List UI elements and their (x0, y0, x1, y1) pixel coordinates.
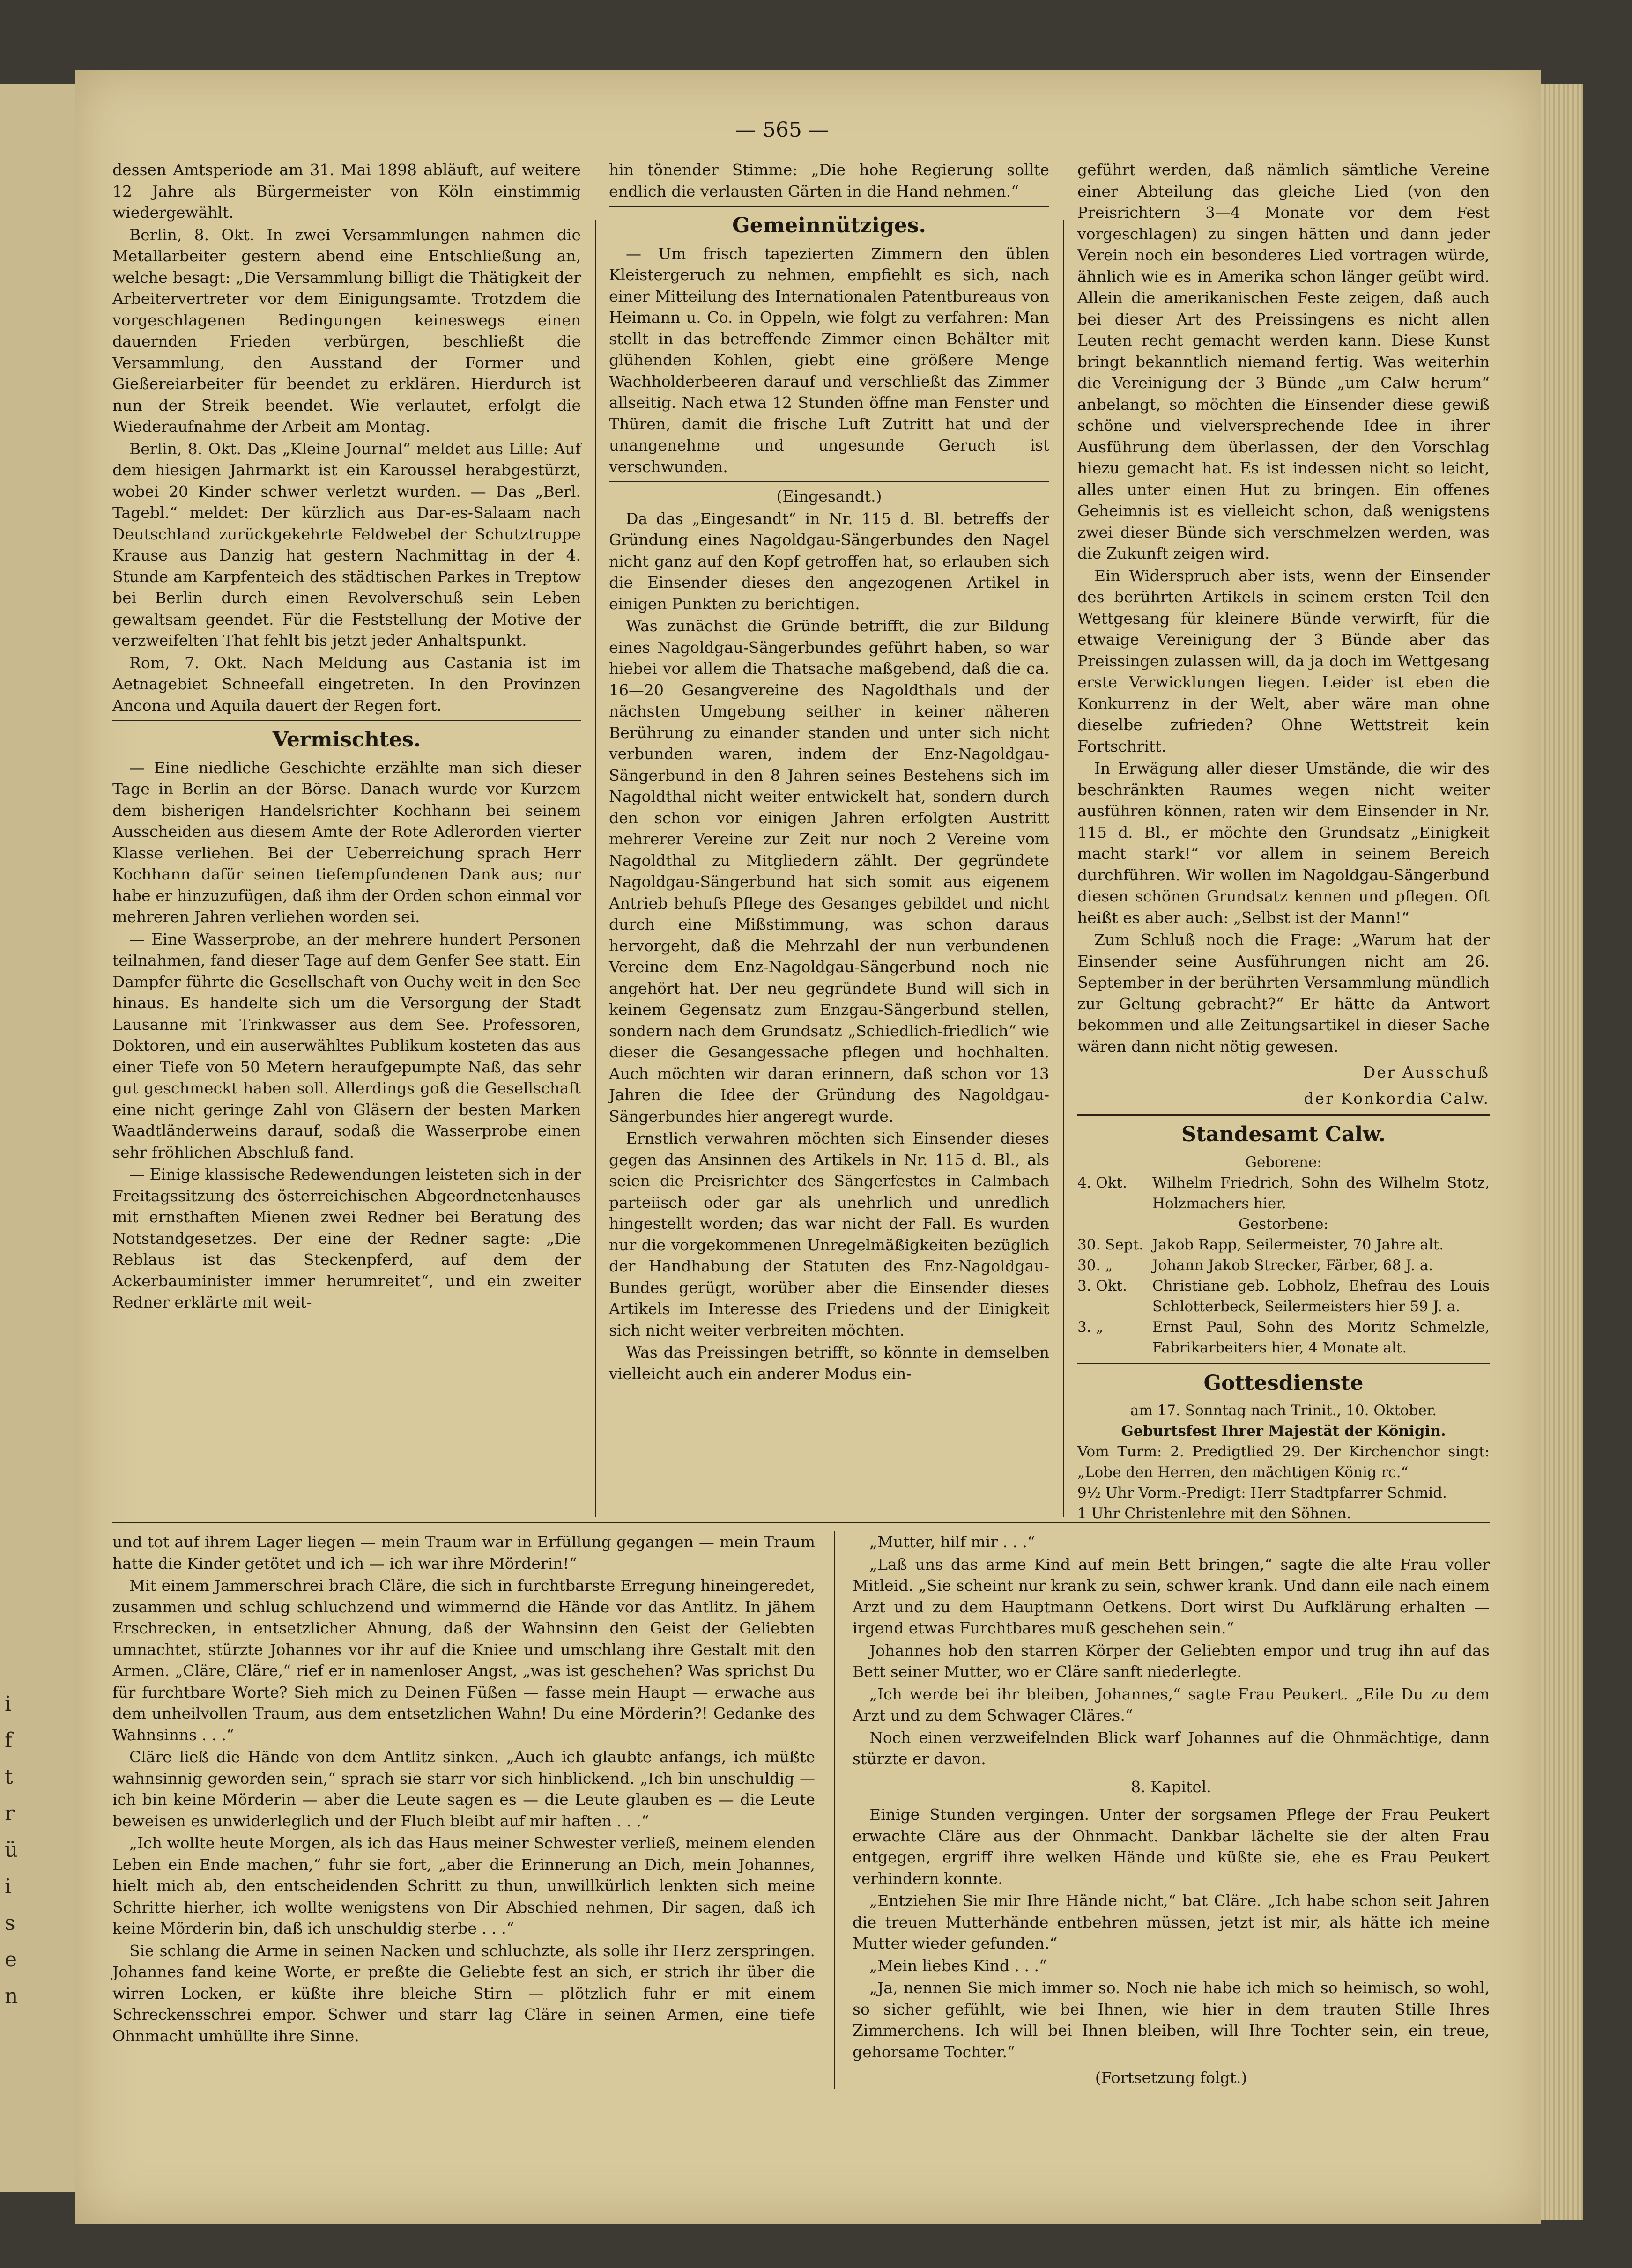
column-2 (609, 159, 1049, 1513)
vermischtes-heading: Vermischtes. (272, 728, 421, 752)
news-paragraph: Was das Preissingen betrifft, so könnte in demselben vielleicht auch ein anderer Modus ein- (609, 1343, 1049, 1383)
section-rule (609, 206, 1049, 207)
page-stack-edge (1541, 84, 1583, 2220)
news-paragraph: geführt werden, daß nämlich sämtliche Vereine einer Abteilung das gleiche Lied (von den Preisrichtern 3—4 Monate vor dem Fest vorgeschlagen) zu singen hätten und dann jeder Verein noch ein besonderes Lied vortragen würde, ähnlich wie es in Amerika schon länger geübt wird. Allein die amerikanischen Feste zeigen, daß auch bei dieser Art des Preissingens es nicht allen Leuten recht gemacht werden kann. Diese Kunst bringt bekanntlich niemand fertig. Was weiterhin die Vereinigung der 3 Bünde „um Calw herum“ anbelangt, so möchten die Einsender diese gewiß schöne und vielversprechende Idee in ihrer Ausführung dem überlassen, der den Vorschlag hiezu gemacht hat. Es ist indessen nicht so leicht, alles unter einen Hut zu bringen. Ein offenes Geheimnis ist es vielleicht schon, daß wenigstens zwei dieser Bünde sich verschmelzen werden, was die Zukunft zeigen wird. (1077, 161, 1490, 562)
news-paragraph: Ein Widerspruch aber ists, wenn der Einsender des berührten Artikels in seinem ersten Teil den Wettgesang für kleinere Bünde verwirft, für die etwaige Vereinigung der 3 Bünde aber das Preissingen zulassen will, da ja doch im Wettgesang erste Verwicklungen liegen. Leider ist eben die Konkurrenz in der Welt, aber wäre man ohne dieselbe zufrieden? Ohne Wettstreit kein Fortschritt. (1077, 566, 1490, 755)
column-rule (1063, 220, 1064, 1517)
edge-letter: r (5, 1802, 15, 1825)
continuation-note: (Fortsetzung folgt.) (1095, 2069, 1247, 2087)
service-line: 1 Uhr Christenlehre mit den Söhnen. (1077, 1505, 1351, 1522)
story-paragraph: „Laß uns das arme Kind auf mein Bett bringen,“ sagte die alte Frau voller Mitleid. „Sie scheint nur krank zu sein, schwer krank. Und dann eile nach einem Arzt und zu dem Hauptmann Oetkens. Dort wirst Du Aufklärung erhalten — irgend etwas Furchtbares muß geschehen sein.“ (853, 1555, 1490, 1637)
news-paragraph: Rom, 7. Okt. Nach Meldung aus Castania ist im Aetnagebiet Schneefall eingetreten. In den Provinzen Ancona und Aquila dauert der Regen fort. (112, 653, 581, 715)
news-paragraph: dessen Amtsperiode am 31. Mai 1898 abläuft, auf weitere 12 Jahre als Bürgermeister von Köln einstimmig wiedergewählt. (112, 161, 581, 222)
news-paragraph: — Einige klassische Redewendungen leisteten sich in der Freitagssitzung des österreichischen Abgeordnetenhauses mit ernsthaften Mienen zwei Redner bei Beratung des Notstandgesetzes. Der eine der Redner sagte: „Die Reblaus ist das Steckenpferd, auf dem der Ackerbauminister immer herumreitet“, und ein zweiter Redner erklärte mit weit- (112, 1165, 581, 1311)
gottesdienste-heading: Gottesdienste (1203, 1371, 1364, 1395)
news-paragraph: — Eine niedliche Geschichte erzählte man sich dieser Tage in Berlin an der Börse. Danach wurde vor Kurzem dem bisherigen Handelsrichter Kochhann bei seinem Ausscheiden aus diesem Amte der Rote Adlerorden vierter Klasse verliehen. Bei der Ueberreichung sprach Herr Kochhann dafür seinen tiefempfundenen Dank aus; nur habe er hinzuzufügen, daß ihm der Orden schon einmal vor mehreren Jahren verliehen worden sei. (112, 758, 581, 926)
story-paragraph: „Ich werde bei ihr bleiben, Johannes,“ sagte Frau Peukert. „Eile Du zu dem Arzt und zu dem Schwager Cläres.“ (853, 1684, 1490, 1724)
news-paragraph: — Um frisch tapezierten Zimmern den üblen Kleistergeruch zu nehmen, empfiehlt es sich, nach einer Mitteilung des Internationalen Patentbureaus von Heimann u. Co. in Oppeln, wie folgt zu verfahren: Man stellt in das betreffende Zimmer einen Behälter mit glühenden Kohlen, giebt eine größere Menge Wachholderbeeren darauf und verschließt das Zimmer allseitig. Nach etwa 12 Stunden öffne man Fenster und Thüren, damit die frische Luft Zutritt hat und der unangenehme und ungesunde Geruch ist verschwunden. (609, 244, 1049, 476)
register-date: 3. Okt. (1077, 1277, 1127, 1294)
story-paragraph: Mit einem Jammerschrei brach Cläre, die sich in furchtbarste Erregung hineingeredet, zusammen und schlug schluchzend und wimmernd die Hände vor das Antlitz. In jähem Erschrecken, in entsetzlicher Ahnung, daß der Wahnsinn den Geist der Geliebten umnachtet, stürzte Johannes vor ihr auf die Kniee und umschlang ihre Gestalt mit den Armen. „Cläre, Cläre,“ rief er in namenloser Angst, „was ist geschehen? Was sprichst Du für furchtbare Worte? Sieh mich zu Deinen Füßen — fasse mein Haupt — erwache aus dem unheilvollen Traum, aus dem entsetzlichen Wahn! Du eine Mörderin?! Gedanke des Wahnsinns . . .“ (112, 1576, 815, 1744)
register-text: Johann Jakob Strecker, Färber, 68 J. a. (1152, 1256, 1433, 1274)
section-rule (1077, 1114, 1490, 1116)
register-date: 30. Sept. (1077, 1236, 1143, 1253)
register-entry (1077, 1234, 1490, 1255)
edge-letter: n (5, 1984, 18, 2008)
story-paragraph: Cläre ließ die Hände von dem Antlitz sinken. „Auch ich glaubte anfangs, ich müßte wahnsinnig geworden sein,“ sprach sie starr vor sich hinblickend. „Ich bin unschuldig — ich bin keine Mörderin — aber die Leute sagen es — die Leute glauben es — die Leute beweisen es unwiderleglich und der Fluch bleibt auf mir haften . . .“ (112, 1748, 815, 1830)
column-3 (1077, 159, 1490, 1522)
story-paragraph: Johannes hob den starren Körper der Geliebten empor und trug ihn auf das Bett seiner Mutter, wo er Cläre sanft niederlegte. (853, 1641, 1490, 1681)
register-text: Wilhelm Friedrich, Sohn des Wilhelm Stotz, Holzmachers hier. (1152, 1174, 1490, 1212)
news-paragraph: Berlin, 8. Okt. In zwei Versammlungen nahmen die Metallarbeiter gestern abend eine Entschließung an, welche besagt: „Die Versammlung billigt die Thätigkeit der Arbeitervertreter vor dem Einigungsamte. Trotzdem die vorgeschlagenen Bedingungen keineswegs einen dauernden Frieden verbürgen, beschließt die Versammlung, den Ausstand der Former und Gießereiarbeiter für beendet zu erklären. Hierdurch ist nun der Streik beendet. Wie verlautet, erfolgt die Wiederaufnahme der Arbeit am Montag. (112, 225, 581, 436)
story-paragraph: Sie schlang die Arme in seinen Nacken und schluchzte, als solle ihr Herz zerspringen. Johannes fand keine Worte, er preßte die Geliebte fest an sich, er strich ihr über die wirren Locken, er küßte ihre bleiche Stirn — plötzlich fuhr er mit einem Schreckensschrei empor. Schwer und starr lag Cläre in seinen Armen, eine tiefe Ohnmacht umhüllte ihre Sinne. (112, 1941, 815, 2045)
story-column-right (853, 1531, 1490, 2121)
edge-letter: s (5, 1911, 15, 1935)
column-rule (595, 220, 596, 1517)
story-paragraph: und tot auf ihrem Lager liegen — mein Traum war in Erfüllung gegangen — mein Traum hatte die Kinder getötet und ich — ich war ihre Mörderin!“ (112, 1533, 815, 1573)
service-date: am 17. Sonntag nach Trinit., 10. Oktober. (1130, 1402, 1437, 1419)
register-text: Christiane geb. Lobholz, Ehefrau des Louis Schlotterbeck, Seilermeisters hier 59 J. a. (1152, 1277, 1490, 1315)
news-paragraph: In Erwägung aller dieser Umstände, die wir des beschränkten Raumes wegen nicht weiter ausführen können, raten wir dem Einsender in Nr. 115 d. Bl., er möchte den Grundsatz „Einigkeit macht stark!“ vor allem in seinem Bereich durchführen. Wir wollen im Nagoldgau-Sängerbund diesen schönen Grundsatz kennen und pflegen. Oft heißt es aber auch: „Selbst ist der Mann!“ (1077, 759, 1490, 927)
register-entry (1077, 1317, 1490, 1358)
story-paragraph: Noch einen verzweifelnden Blick warf Johannes auf die Ohnmächtige, dann stürzte er davon. (853, 1728, 1490, 1768)
page-number: — 565 — (735, 118, 829, 142)
register-date: 4. Okt. (1077, 1174, 1127, 1191)
edge-letter: e (5, 1948, 17, 1972)
news-paragraph: Was zunächst die Gründe betrifft, die zur Bildung eines Nagoldgau-Sängerbundes geführt haben, so war hiebei vor allem die Thatsache maßgebend, daß die ca. 16—20 Gesangvereine des Nagoldthals und der nächsten Umgebung seither in keiner näheren Berührung zu einander standen und unter sich nicht verbunden waren, indem der Enz-Nagoldgau-Sängerbund in den 8 Jahren seines Bestehens sich im Nagoldthal nicht weiter entwickelt hat, sondern durch den schon vor einigen Jahren erfolgten Austritt mehrerer Vereine zur Zeit nur noch 2 Vereine vom Nagoldthal zu Mitgliedern zählt. Der gegründete Nagoldgau-Sängerbund hat sich somit aus eigenem Antrieb behufs Pflege des Gesanges gebildet und nicht durch eine Mißstimmung, was schon daraus hervorgeht, daß die Mehrzahl der nun verbundenen Vereine dem Enz-Nagoldgau-Sängerbund noch nie angehört hat. Der neu gegründete Bund will sich in keinem Gegensatz zum Enzgau-Sängerbund stellen, sondern nach dem Grundsatz „Schiedlich-friedlich“ wie dieser die Gesangessache pflegen und hochhalten. Auch möchten wir daran erinnern, daß schon vor 13 Jahren die Idee der Gründung des Nagoldgau-Sängerbundes hier angeregt wurde. (609, 617, 1049, 1125)
news-paragraph: Zum Schluß noch die Frage: „Warum hat der Einsender seine Ausführungen nicht am 26. September in der berührten Versammlung mündlich zur Geltung gebracht?“ Er hätte da Antwort bekommen und alle Zeitungsartikel in dieser Sache wären dann nicht nötig gewesen. (1077, 931, 1490, 1056)
edge-letter: f (5, 1729, 13, 1752)
news-paragraph: hin tönender Stimme: „Die hohe Regierung sollte endlich die verlausten Gärten in die Hand nehmen.“ (609, 161, 1049, 200)
story-paragraph: „Mutter, hilf mir . . .“ (869, 1533, 1035, 1551)
column-rule (834, 1531, 835, 2089)
story-paragraph: „Entziehen Sie mir Ihre Hände nicht,“ bat Cläre. „Ich habe schon seit Jahren die treuen Mutterhände entbehren müssen, jetzt ist mir, als hätte ich meine Mutter wieder gefunden.“ (853, 1891, 1490, 1952)
register-text: Ernst Paul, Sohn des Moritz Schmelzle, Fabrikarbeiters hier, 4 Monate alt. (1152, 1318, 1490, 1356)
gemeinnuetziges-heading: Gemeinnütziges. (732, 214, 926, 237)
edge-letter: t (5, 1765, 13, 1789)
register-date: 3. „ (1077, 1318, 1104, 1336)
chapter-heading: 8. Kapitel. (1131, 1777, 1211, 1796)
register-text: Jakob Rapp, Seilermeister, 70 Jahre alt. (1152, 1236, 1444, 1253)
news-paragraph: Da das „Eingesandt“ in Nr. 115 d. Bl. betreffs der Gründung eines Nagoldgau-Sängerbundes den Nagel nicht ganz auf den Kopf getroffen hat, so erlauben sich die Einsender dieses den angezogenen Artikel in einigen Punkten zu berichtigen. (609, 509, 1049, 613)
service-occasion: Geburtsfest Ihrer Majestät der Königin. (1121, 1423, 1446, 1440)
register-entry (1077, 1173, 1490, 1214)
edge-letter: ü (5, 1838, 18, 1862)
section-rule (609, 481, 1049, 482)
register-entry (1077, 1276, 1490, 1317)
story-paragraph: Einige Stunden vergingen. Unter der sorgsamen Pflege der Frau Peukert erwachte Cläre aus der Ohnmacht. Dankbar lächelte sie der alten Frau entgegen, ergriff ihre welken Hände und küßte sie, ehe es Frau Peukert verhindern konnte. (853, 1805, 1490, 1888)
geborene-label: Geborene: (1245, 1153, 1322, 1171)
news-paragraph: Ernstlich verwahren möchten sich Einsender dieses gegen das Ansinnen des Artikels in Nr. 115 d. Bl., als seien die Preisrichter des Sängerfestes in Calmbach parteiisch oder gar als unehrlich und unredlich hingestellt worden; das war nicht der Fall. Es wurden nur die vorgekommenen Unregelmäßigkeiten bezüglich der Handhabung der Statuten des Enz-Nagoldgau-Bundes gerügt, worüber aber die Einsender dieses Artikels im Interesse des Friedens und der Einigkeit sich nicht weiter verbreiten möchten. (609, 1129, 1049, 1339)
register-entry (1077, 1255, 1490, 1276)
story-paragraph: „Ich wollte heute Morgen, als ich das Haus meiner Schwester verließ, meinem elenden Leben ein Ende machen,“ fuhr sie fort, „aber die Erinnerung an Dich, mein Johannes, hielt mich ab, den entscheidenden Schritt zu thun, unwillkürlich lenkten sich meine Schritte hierher, ich wollte wenigstens von Dir Abschied nehmen, Dir sagen, daß ich keine Mörderin bin, daß ich unschuldig sterbe . . .“ (112, 1834, 815, 1937)
service-line: Vom Turm: 2. Predigtlied 29. Der Kirchenchor singt: „Lobe den Herren, den mächtigen König rc.“ (1077, 1443, 1490, 1481)
column-1 (112, 159, 581, 1513)
story-paragraph: „Ja, nennen Sie mich immer so. Noch nie habe ich mich so heimisch, so wohl, so sicher gefühlt, wie bei Ihnen, wie hier in dem trauten Stille Ihres Zimmerchens. Ich will bei Ihnen bleiben, will Ihre Tochter sein, ein treue, gehorsame Tochter.“ (853, 1979, 1490, 2061)
standesamt-heading: Standesamt Calw. (1181, 1123, 1386, 1146)
eingesandt-label: (Eingesandt.) (776, 487, 882, 505)
edge-letter: i (5, 1692, 12, 1716)
section-rule (1077, 1363, 1490, 1364)
section-rule (112, 720, 581, 721)
signature-line: der Konkordia Calw. (1304, 1089, 1490, 1108)
story-column-left (112, 1531, 815, 2121)
register-date: 30. „ (1077, 1256, 1113, 1274)
story-paragraph: „Mein liebes Kind . . .“ (869, 1956, 1047, 1975)
gestorbene-label: Gestorbene: (1239, 1215, 1328, 1233)
service-line: 9½ Uhr Vorm.-Predigt: Herr Stadtpfarrer Schmid. (1077, 1485, 1447, 1501)
left-page-letters (5, 1686, 33, 2015)
news-paragraph: — Eine Wasserprobe, an der mehrere hundert Personen teilnahmen, fand dieser Tage auf dem Genfer See statt. Ein Dampfer führte die Gesellschaft von Ouchy weit in den See hinaus. Es handelte sich um die Versorgung der Stadt Lausanne mit Trinkwasser aus dem See. Professoren, Doktoren, und ein auserwähltes Publikum kosteten das aus einer Tiefe von 50 Metern heraufgepumpte Naß, das sehr gut geschmeckt haben soll. Allerdings goß die Gesellschaft eine nicht geringe Zahl von Gläsern der besten Marken Waadtländerweins darauf, sodaß die Wasserprobe einen sehr fröhlichen Abschluß fand. (112, 930, 581, 1161)
signature-line: Der Ausschuß (1363, 1063, 1490, 1081)
news-paragraph: Berlin, 8. Okt. Das „Kleine Journal“ meldet aus Lille: Auf dem hiesigen Jahrmarkt ist ein Karoussel herabgestürzt, wobei 20 Kinder schwer verletzt wurden. — Das „Berl. Tagebl.“ meldet: Der kürzlich aus Dar-es-Salaam nach Deutschland zurückgekehrte Feldwebel der Schutztruppe Krause aus Danzig hat gestern Nachmittag in der 4. Stunde am Karpfenteich des städtischen Parkes in Treptow bei Berlin durch einen Revolverschuß sein Leben gewaltsam geendet. Für die Feststellung der Motive der verzweifelten That fehlt bis jetzt jeder Anhaltspunkt. (112, 439, 581, 650)
edge-letter: i (5, 1875, 12, 1899)
